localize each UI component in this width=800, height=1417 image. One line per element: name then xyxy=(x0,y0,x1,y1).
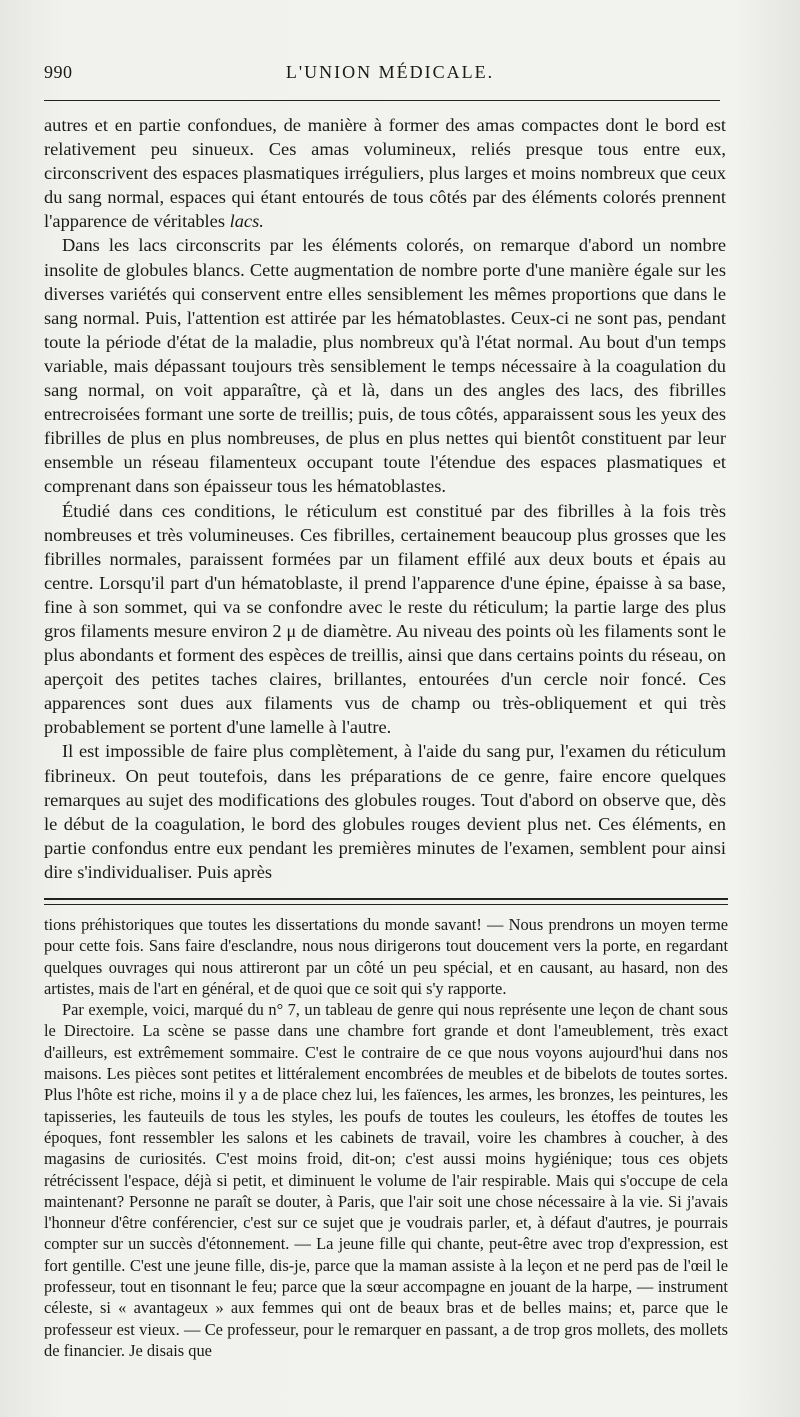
feuilleton-body xyxy=(44,914,728,1361)
paragraph-3: Étudié dans ces conditions, le réticulum est constitué par des fibrilles à la fois très nombreuses et très volumineuses. Ces fibrilles, certainement beaucoup plus grosses que les fibrilles normales, paraissent formées par un filament effilé aux deux bouts et épais au centre. Lorsqu'il part d'un hématoblaste, il prend l'apparence d'une épine, épaisse à sa base, fine à son sommet, qui va se confondre avec le reste du réticulum; la partie large des plus gros filaments mesure environ 2 μ de diamètre. Au niveau des points où les filaments sont le plus abondants et forment des espèces de treillis, ainsi que dans certains points du réseau, on aperçoit des petites taches claires, brillantes, entourées d'un cercle noir foncé. Ces apparences sont dues aux filaments vus de champ ou très-obliquement et qui très probablement se portent d'une lamelle à l'autre. xyxy=(44,500,726,738)
feuilleton-paragraph-1: tions préhistoriques que toutes les dissertations du monde savant! — Nous prendrons un moyen terme pour cette fois. Sans faire d'esclandre, nous nous dirigerons tout doucement vers la porte, en regardant quelques ouvrages qui nous attireront par un côté un peu spécial, et en causant, au hasard, non des artistes, mais de l'art en général, et de quoi que ce soit qui s'y rapporte. xyxy=(44,915,728,998)
journal-title: L'UNION MÉDICALE. xyxy=(285,62,495,82)
page-header xyxy=(44,62,736,90)
paragraph-1 xyxy=(44,113,726,233)
paragraph-2: Dans les lacs circonscrits par les éléments colorés, on remarque d'abord un nombre insolite de globules blancs. Cette augmentation de nombre porte d'une manière égale sur les diverses variétés qui conservent entre elles sensiblement les mêmes proportions que dans le sang normal. Puis, l'attention est attirée par les hématoblastes. Ceux-ci ne sont pas, pendant toute la période d'état de la maladie, plus nombreux qu'à l'état normal. Au bout d'un temps variable, mais dépassant toujours très sensiblement le temps nécessaire à la coagulation du sang normal, on voit apparaître, çà et là, dans un des angles des lacs, des fibrilles entrecroisées formant une sorte de treillis; puis, de tous côtés, apparaissent sous les yeux des fibrilles de plus en plus nombreuses, de plus en plus nettes qui bientôt constituent par leur ensemble un réseau filamenteux occupant toute l'étendue des espaces plasmatiques et comprenant dans son épaisseur tous les hématoblastes. xyxy=(44,235,726,497)
page-number: 990 xyxy=(44,62,73,82)
feuilleton-paragraph-2: Par exemple, voici, marqué du n° 7, un tableau de genre qui nous représente une leçon de chant sous le Directoire. La scène se passe dans une chambre fort grande et dont l'ameublement, très exact d'ailleurs, est extrêmement sommaire. C'est le contraire de ce que nous voyons aujourd'hui dans nos maisons. Les pièces sont petites et littéralement encombrées de meubles et de bibelots de toutes sortes. Plus l'hôte est riche, moins il y a de place chez lui, les faïences, les armes, les bronzes, les peintures, les tapisseries, les fauteuils de tous les styles, les poufs de toutes les couleurs, les étoffes de toutes les époques, font ressembler les salons et les cabinets de travail, voire les chambres à coucher, à des magasins de curiosités. C'est moins froid, dit-on; c'est aussi moins hygiénique; tous ces objets rétrécissent l'espace, déjà si petit, et diminuent le volume de l'air respirable. Mais qui s'occupe de cela maintenant? Personne ne paraît se douter, à Paris, que l'air soit une chose nécessaire à la vie. Si j'avais l'honneur d'être conférencier, c'est sur ce sujet que je voudrais parler, et, à défaut d'autres, je pourrais compter sur un succès d'étonnement. — La jeune fille qui chante, peut-être avec trop d'expression, est fort gentille. C'est une jeune fille, dis-je, parce que la maman assiste à la leçon et ne perd pas de l'œil le professeur, tout en tisonnant le feu; parce que la sœur accompagne en jouant de la harpe, — instrument céleste, si « avantageux » aux femmes qui ont de beaux bras et de belles mains; et, parce que le professeur est vieux. — Ce professeur, pour le remarquer en passant, a de trop gros mollets, des mollets de financier. Je disais que xyxy=(44,1000,728,1360)
paragraph-1-text: autres et en partie confondues, de manière à former des amas compactes dont le bord est relativement peu sinueux. Ces amas volumineux, reliés presque tous entre eux, circonscrivent des espaces plasmatiques irréguliers, plus larges et moins nombreux que ceux du sang normal, espaces qui étant entourés de tous côtés par des éléments colorés prennent l'apparence de véritables xyxy=(44,115,726,232)
article-body xyxy=(44,113,726,884)
feuilleton-separator xyxy=(44,898,728,905)
paragraph-4: Il est impossible de faire plus complètement, à l'aide du sang pur, l'examen du réticulum fibrineux. On peut toutefois, dans les préparations de ce genre, faire encore quelques remarques au sujet des modifications des globules rouges. Tout d'abord on observe que, dès le début de la coagulation, le bord des globules rouges devient plus net. Ces éléments, en partie confondus entre eux pendant les premières minutes de l'examen, semblent pour ainsi dire s'individualiser. Puis après xyxy=(44,741,726,882)
paragraph-1-italic: lacs. xyxy=(229,211,264,232)
header-rule xyxy=(44,100,720,101)
